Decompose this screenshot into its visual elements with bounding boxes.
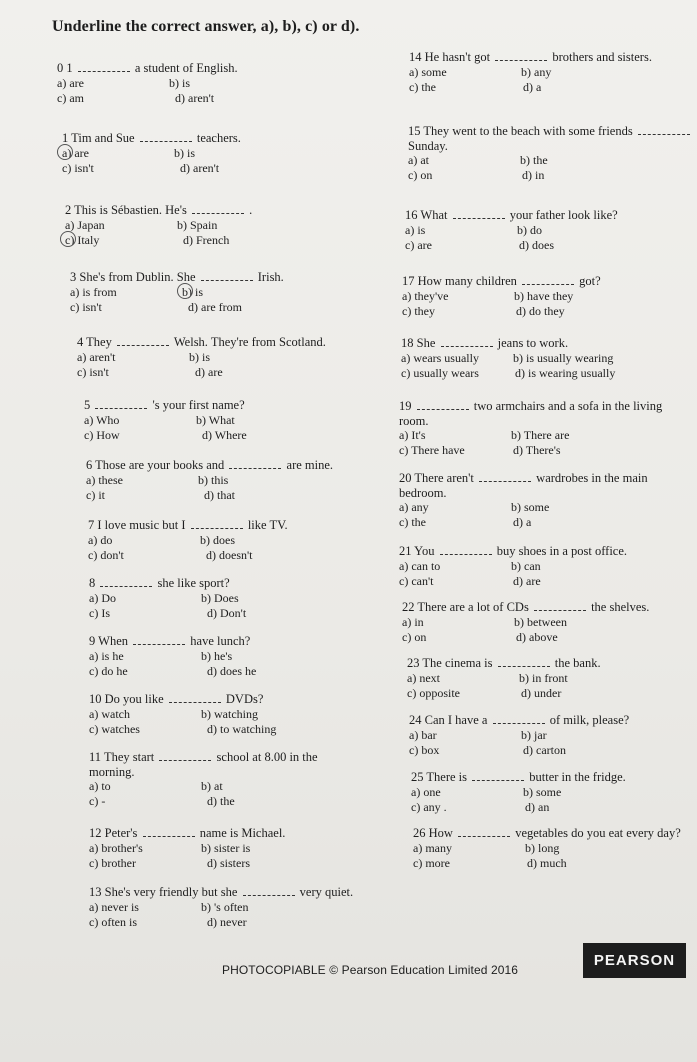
question-number: 22 (402, 600, 415, 614)
question-6 (86, 458, 334, 502)
option-d[interactable]: d) are (513, 574, 541, 588)
question-stem (89, 576, 230, 590)
option-b[interactable]: b) does (200, 533, 235, 547)
option-b[interactable]: b) jar (521, 728, 547, 742)
question-text: She's from Dublin. She (79, 270, 196, 284)
answer-blank[interactable] (495, 50, 547, 61)
question-text: I love music but I (97, 518, 186, 532)
option-b[interactable]: b) he's (201, 649, 233, 663)
question-text: She's very friendly but she (104, 885, 238, 899)
question-number: 8 (89, 576, 96, 590)
question-stem (399, 399, 662, 413)
question-text-end: Welsh. They're from Scotland. (173, 335, 326, 349)
option-c[interactable]: c) don't (88, 548, 124, 562)
question-text-end: jeans to work. (497, 336, 569, 350)
question-stem (77, 335, 326, 349)
question-stem (84, 398, 245, 412)
question-text-end: she like sport? (157, 576, 230, 590)
option-d[interactable]: d) a (523, 80, 542, 94)
question-text-end: school at 8.00 in the (216, 750, 318, 764)
question-10 (89, 692, 277, 736)
option-c[interactable]: c) opposite (407, 686, 460, 700)
option-a[interactable]: a) are (62, 147, 89, 159)
question-text-end: teachers. (196, 131, 241, 145)
question-number: 13 (89, 885, 102, 899)
pencil-circle-mark (177, 283, 193, 299)
option-d[interactable]: d) are from (188, 300, 242, 314)
option-b[interactable]: b) What (196, 413, 235, 427)
question-number: 15 (408, 124, 421, 138)
question-stem (402, 600, 649, 614)
option-d[interactable]: d) to watching (207, 722, 277, 736)
option-b[interactable]: b) some (523, 785, 562, 799)
option-b[interactable]: b) do (517, 223, 542, 237)
question-stem (399, 544, 627, 558)
option-a[interactable]: a) in (402, 615, 424, 629)
option-a[interactable]: a) is he (89, 649, 124, 663)
question-text: There are a lot of CDs (417, 600, 529, 614)
question-number: 2 (65, 203, 72, 217)
question-text: They (86, 335, 112, 349)
question-number: 16 (405, 208, 418, 222)
question-text-end: Irish. (257, 270, 284, 284)
option-a[interactable]: a) one (411, 785, 441, 799)
question-text-end: . (249, 203, 253, 217)
question-text: The cinema is (422, 656, 493, 670)
option-c[interactable]: c) isn't (62, 161, 94, 175)
option-b[interactable]: b) between (514, 615, 567, 629)
answer-blank[interactable] (229, 458, 281, 469)
question-stem (89, 634, 250, 648)
option-d[interactable]: d) an (525, 800, 550, 814)
question-number: 10 (89, 692, 102, 706)
option-a[interactable]: a) Japan (65, 218, 105, 232)
option-b[interactable]: b) There are (511, 428, 570, 442)
question-stem (401, 336, 568, 350)
option-a[interactable]: a) do (88, 533, 113, 547)
question-stem (89, 750, 318, 764)
option-a[interactable]: a) wears usually (401, 351, 479, 365)
option-b[interactable]: b) any (521, 65, 552, 79)
question-text: There is (426, 770, 468, 784)
option-c[interactable]: c) There have (399, 443, 465, 457)
question-19 (399, 399, 663, 457)
question-text-end: got? (579, 274, 601, 288)
question-21 (399, 544, 628, 588)
question-text: How (428, 826, 453, 840)
option-a[interactable]: a) at (408, 153, 429, 167)
question-number: 11 (89, 750, 102, 764)
option-a[interactable]: a) watch (89, 707, 130, 721)
answer-blank[interactable] (472, 770, 524, 781)
question-5 (84, 398, 247, 442)
question-8 (89, 576, 247, 620)
pencil-circle-mark (57, 144, 73, 160)
question-24 (409, 713, 630, 757)
question-number: 4 (77, 335, 84, 349)
question-23 (407, 656, 601, 700)
option-a[interactable]: a) to (89, 779, 111, 793)
option-c[interactable]: c) can't (399, 574, 434, 588)
option-a[interactable]: a) never is (89, 900, 139, 914)
option-a[interactable]: a) brother's (89, 841, 143, 855)
answer-blank[interactable] (191, 518, 243, 529)
answer-blank[interactable] (159, 750, 211, 761)
question-text: Can I have a (424, 713, 488, 727)
option-d[interactable]: d) sisters (207, 856, 250, 870)
option-b[interactable]: b) Does (201, 591, 239, 605)
question-1 (62, 131, 241, 175)
option-a[interactable]: a) Who (84, 413, 120, 427)
question-text: Tim and Sue (71, 131, 135, 145)
option-a[interactable]: a) is (405, 223, 426, 237)
option-b[interactable]: b) some (511, 500, 550, 514)
question-text-continued: Sunday. (408, 138, 448, 153)
option-a[interactable]: a) aren't (77, 350, 116, 364)
question-text-end: brothers and sisters. (552, 50, 652, 64)
option-a[interactable]: a) they've (402, 289, 449, 303)
option-a[interactable]: a) are (57, 76, 84, 90)
option-d[interactable]: d) that (204, 488, 235, 502)
question-text-end: have lunch? (190, 634, 251, 648)
instructions-heading: Underline the correct answer, a), b), c) or d). (52, 18, 360, 35)
question-number: 12 (89, 826, 102, 840)
question-text: She (416, 336, 436, 350)
option-a[interactable]: a) Do (89, 591, 116, 605)
option-b[interactable]: b) in front (519, 671, 568, 685)
answer-blank[interactable] (493, 713, 545, 724)
question-text-end: the bank. (554, 656, 601, 670)
option-a[interactable]: a) many (413, 841, 452, 855)
question-stem (402, 274, 601, 288)
answer-blank[interactable] (192, 203, 244, 214)
option-c[interactable]: c) do he (89, 664, 128, 678)
question-text-end: vegetables do you eat every day? (515, 826, 681, 840)
answer-blank[interactable] (638, 124, 690, 135)
option-c[interactable]: c) usually wears (401, 366, 479, 380)
question-stem (88, 518, 288, 532)
option-b[interactable]: b) can (511, 559, 541, 573)
question-stem (408, 124, 692, 138)
question-text-end: like TV. (247, 518, 288, 532)
question-number: 14 (409, 50, 422, 64)
question-stem (57, 61, 238, 75)
option-c[interactable]: c) more (413, 856, 450, 870)
question-text-continued: bedroom. (399, 485, 447, 500)
question-text-end: very quiet. (299, 885, 354, 899)
option-d[interactable]: d) much (527, 856, 567, 870)
option-b[interactable]: b) this (198, 473, 229, 487)
answer-blank[interactable] (169, 692, 221, 703)
question-number: 23 (407, 656, 420, 670)
answer-blank[interactable] (441, 336, 493, 347)
answer-blank[interactable] (140, 131, 192, 142)
question-text-end: butter in the fridge. (529, 770, 626, 784)
option-c[interactable]: c) are (405, 238, 432, 252)
answer-blank[interactable] (440, 544, 492, 555)
question-stem (405, 208, 618, 222)
question-stem (89, 692, 263, 706)
option-c[interactable]: c) - (89, 794, 106, 808)
question-12 (89, 826, 286, 870)
question-number: 19 (399, 399, 412, 413)
question-16 (405, 208, 618, 252)
option-a[interactable]: a) is from (70, 285, 117, 299)
option-c[interactable]: c) they (402, 304, 435, 318)
question-text: This is Sébastien. He's (74, 203, 187, 217)
question-13 (89, 885, 354, 929)
option-d[interactable]: d) in (522, 168, 545, 182)
question-text-continued: room. (399, 413, 429, 428)
option-b[interactable]: b) watching (201, 707, 258, 721)
option-a[interactable]: a) some (409, 65, 447, 79)
option-d[interactable]: d) is wearing usually (515, 366, 616, 380)
question-text: Those are your books and (95, 458, 225, 472)
option-c[interactable]: c) brother (89, 856, 136, 870)
question-number: 26 (413, 826, 426, 840)
option-c[interactable]: c) am (57, 91, 84, 105)
option-b[interactable]: b) the (520, 153, 548, 167)
pencil-circle-mark (60, 231, 76, 247)
option-a[interactable]: a) these (86, 473, 123, 487)
question-text: He hasn't got (424, 50, 491, 64)
option-c[interactable]: c) on (402, 630, 427, 644)
question-text-end: a student of English. (134, 61, 238, 75)
answer-blank[interactable] (117, 335, 169, 346)
option-c[interactable]: c) any . (411, 800, 447, 814)
answer-blank[interactable] (201, 270, 253, 281)
question-number: 0 1 (57, 61, 73, 75)
question-stem (399, 471, 648, 485)
pearson-logo: PEARSON (583, 943, 686, 978)
question-stem (409, 50, 652, 64)
question-4 (77, 335, 326, 379)
question-11 (89, 750, 318, 808)
question-20 (399, 471, 648, 529)
option-c[interactable]: c) on (408, 168, 433, 182)
option-b[interactable]: b) is (189, 350, 210, 364)
question-text-end: your father look like? (509, 208, 618, 222)
question-17 (402, 274, 601, 318)
question-number: 6 (86, 458, 93, 472)
option-a[interactable]: a) any (399, 500, 429, 514)
option-d[interactable]: d) the (207, 794, 235, 808)
question-text-end: 's your first name? (152, 398, 245, 412)
question-18 (401, 336, 616, 380)
question-text-end: wardrobes in the main (536, 471, 648, 485)
answer-blank[interactable] (78, 61, 130, 72)
option-c[interactable]: c) isn't (77, 365, 109, 379)
option-d[interactable]: d) There's (513, 443, 561, 457)
copyright-footer: PHOTOCOPIABLE © Pearson Education Limited 2016 (222, 963, 519, 977)
question-text: They start (103, 750, 155, 764)
answer-blank[interactable] (498, 656, 550, 667)
question-0 (57, 61, 238, 105)
question-7 (88, 518, 288, 562)
option-d[interactable]: d) doesn't (206, 548, 253, 562)
option-c[interactable]: c) box (409, 743, 440, 757)
option-d[interactable]: d) do they (516, 304, 565, 318)
question-stem (89, 885, 353, 899)
option-b[interactable]: b) is (169, 76, 190, 90)
option-a[interactable]: a) can to (399, 559, 441, 573)
question-text-end: two armchairs and a sofa in the living (473, 399, 663, 413)
question-text-continued: morning. (89, 764, 135, 779)
option-a[interactable]: a) It's (399, 428, 426, 442)
question-stem (407, 656, 601, 670)
option-d[interactable]: d) under (521, 686, 562, 700)
answer-blank[interactable] (453, 208, 505, 219)
question-15 (408, 124, 692, 182)
answer-blank[interactable] (458, 826, 510, 837)
question-26 (413, 826, 681, 870)
question-text-end: buy shoes in a post office. (496, 544, 628, 558)
question-number: 3 (70, 270, 77, 284)
option-c[interactable]: c) Italy (65, 234, 99, 246)
question-text: When (98, 634, 129, 648)
question-number: 9 (89, 634, 96, 648)
question-14 (409, 50, 652, 94)
option-b[interactable]: b) long (525, 841, 560, 855)
question-text: How many children (417, 274, 517, 288)
option-d[interactable]: d) carton (523, 743, 566, 757)
option-d[interactable]: d) Don't (207, 606, 247, 620)
answer-blank[interactable] (534, 600, 586, 611)
option-d[interactable]: d) never (207, 915, 247, 929)
question-number: 5 (84, 398, 91, 412)
question-9 (89, 634, 257, 678)
question-text: Do you like (104, 692, 164, 706)
question-number: 7 (88, 518, 95, 532)
question-stem (70, 270, 284, 284)
option-c[interactable]: c) it (86, 488, 105, 502)
question-text: Peter's (104, 826, 138, 840)
answer-blank[interactable] (143, 826, 195, 837)
option-d[interactable]: d) are (195, 365, 223, 379)
option-c[interactable]: c) the (409, 80, 436, 94)
question-stem (413, 826, 681, 840)
question-text-end: are mine. (286, 458, 334, 472)
option-d[interactable]: d) Where (202, 428, 247, 442)
option-b[interactable]: b) have they (514, 289, 574, 303)
question-text-end: DVDs? (225, 692, 264, 706)
question-number: 25 (411, 770, 424, 784)
question-text: There aren't (414, 471, 474, 485)
option-d[interactable]: d) aren't (180, 161, 220, 175)
question-number: 1 (62, 131, 69, 145)
question-text: You (414, 544, 435, 558)
question-stem (65, 203, 252, 217)
option-b[interactable]: b) is (174, 146, 195, 160)
option-d[interactable]: d) does (519, 238, 554, 252)
question-text-end: name is Michael. (199, 826, 286, 840)
question-number: 17 (402, 274, 415, 288)
option-b[interactable]: b) at (201, 779, 223, 793)
question-number: 18 (401, 336, 414, 350)
question-text-end: of milk, please? (549, 713, 630, 727)
option-c[interactable]: c) isn't (70, 300, 102, 314)
answer-blank[interactable] (95, 398, 147, 409)
option-b[interactable]: b) sister is (201, 841, 251, 855)
answer-blank[interactable] (243, 885, 295, 896)
option-d[interactable]: d) above (516, 630, 558, 644)
option-c[interactable]: c) Is (89, 606, 110, 620)
option-d[interactable]: d) aren't (175, 91, 215, 105)
question-3 (70, 270, 284, 314)
answer-blank[interactable] (522, 274, 574, 285)
question-stem (89, 826, 285, 840)
option-c[interactable]: c) often is (89, 915, 137, 929)
option-d[interactable]: d) a (513, 515, 532, 529)
question-text-end: the shelves. (591, 600, 650, 614)
option-b[interactable]: b) is (182, 286, 203, 298)
question-stem (409, 713, 629, 727)
answer-blank[interactable] (100, 576, 152, 587)
option-c[interactable]: c) How (84, 428, 120, 442)
question-text: What (420, 208, 448, 222)
question-number: 20 (399, 471, 412, 485)
option-b[interactable]: b) Spain (177, 218, 218, 232)
option-b[interactable]: b) 's often (201, 900, 249, 914)
option-d[interactable]: d) French (183, 233, 230, 247)
option-a[interactable]: a) bar (409, 728, 437, 742)
question-number: 21 (399, 544, 412, 558)
question-stem (411, 770, 626, 784)
answer-blank[interactable] (417, 399, 469, 410)
question-text: They went to the beach with some friends (423, 124, 633, 138)
question-stem (62, 131, 241, 145)
question-2 (65, 203, 253, 247)
answer-blank[interactable] (133, 634, 185, 645)
question-number: 24 (409, 713, 422, 727)
question-22 (402, 600, 650, 644)
option-b[interactable]: b) is usually wearing (513, 351, 614, 365)
option-a[interactable]: a) next (407, 671, 440, 685)
question-stem (86, 458, 333, 472)
question-25 (411, 770, 626, 814)
option-d[interactable]: d) does he (207, 664, 257, 678)
option-c[interactable]: c) watches (89, 722, 140, 736)
answer-blank[interactable] (479, 471, 531, 482)
option-c[interactable]: c) the (399, 515, 426, 529)
